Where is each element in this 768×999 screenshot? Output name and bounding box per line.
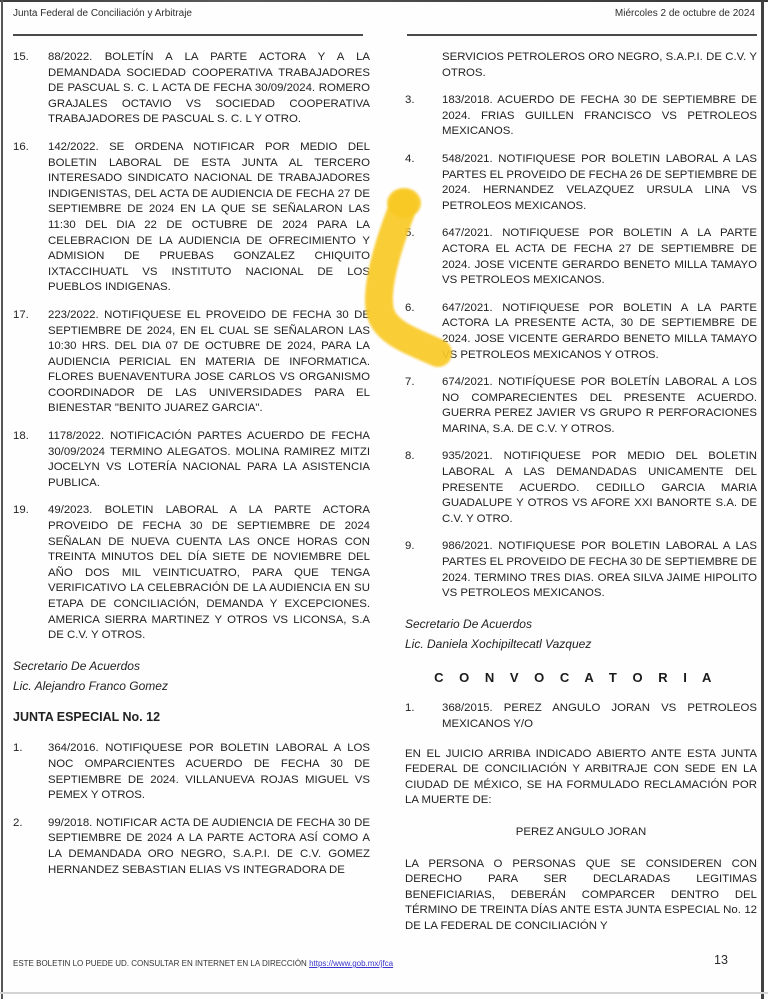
signature-role: Secretario De Acuerdos (405, 616, 532, 631)
list-item (391, 539, 757, 601)
page-header-date: Miércoles 2 de octubre de 2024 (614, 8, 755, 19)
page-bottom-edge (0, 992, 768, 994)
item-text: 647/2021. NOTIFIQUESE POR BOLETIN A LA PARTE ACTORA EL ACTA DE FECHA 27 DE SEPTIEMBRE DE 2024. JOSE VICENTE GERARDO BENETO MILLA TAMAYO VS PETROLEOS MEXICANOS. (442, 227, 757, 287)
item-continuation-text: SERVICIOS PETROLEROS ORO NEGRO, S.A.P.I. DE C.V. Y OTROS. (442, 51, 757, 79)
item-text: 99/2018. NOTIFICAR ACTA DE AUDIENCIA DE FECHA 30 DE SEPTIEMBRE DE 2024 A LA PARTE ACTORA ASÍ COMO A LA DEMANDADA ORO NEGRO, S.A.P.I. DE C.V. GOMEZ HERNANDEZ SEBASTIAN ELIAS VS INTEGRADORA DE (48, 816, 370, 876)
footer-notice (13, 959, 393, 968)
page-number: 13 (714, 953, 728, 967)
item-text: 548/2021. NOTIFIQUESE POR BOLETIN LABORAL A LAS PARTES EL PROVEIDO DE FECHA 26 DE SEPTIEMBRE DE 2024. HERNANDEZ VELAZQUEZ URSULA LINA VS PETROLEOS MEXICANOS. (442, 152, 758, 212)
item-number: 6. (405, 301, 415, 314)
list-item (13, 429, 370, 491)
signature-block (405, 614, 757, 654)
item-number: 1. (13, 742, 23, 755)
item-text: 364/2016. NOTIFIQUESE POR BOLETIN LABORAL A LOS NOC OMPARCIENTES ACUERDO DE FECHA 30 DE SEPTIEMBRE DE 2024. VILLANUEVA ROJAS MIGUEL VS PEMEX Y OTROS. (48, 742, 370, 802)
right-column (391, 50, 757, 949)
list-item (13, 741, 370, 803)
item-text: 142/2022. SE ORDENA NOTIFICAR POR MEDIO DEL BOLETIN LABORAL DE ESTA JUNTA AL TERCERO INTERESADO SINDICATO NACIONAL DE TRABAJADORES INDIGENISTAS, DEL ACTA DE AUDIENCIA DE FECHA 27 DE SEPTIEMBRE DE 2024 EN LA QUE SE SEÑALARON LAS 11:30 DEL DIA 22 DE OCTUBRE DE 2024 PARA LA CELEBRACION DE LA AUDIENCIA DE OFRECIMIENTO Y ADMISION DE PRUEBAS GONZALEZ CHIQUITO IXTACCIHUATL VS INSTITUTO NACIONAL DE LOS PUEBLOS INDIGENAS. (48, 140, 370, 294)
list-item (391, 152, 757, 214)
item-number: 7. (405, 376, 415, 389)
list-item (391, 449, 757, 527)
item-number: 18. (13, 430, 29, 443)
item-number: 8. (405, 450, 415, 463)
item-text: 223/2022. NOTIFIQUESE EL PROVEIDO DE FECHA 30 DE SEPTIEMBRE DE 2024, EN EL CUAL SE SEÑALARON LAS 10:30 HRS. DEL DIA 07 DE OCTUBRE DE 2024, PARA LA AUDIENCIA PERICIAL EN MATERIA DE INFORMATICA. FLORES BUENAVENTURA JOSE CARLOS VS ORGANISMO COORDINADOR DE LAS UNIVERSIDADES PARA EL BIENESTAR "BENITO JUAREZ GARCIA". (48, 308, 370, 415)
item-number: 4. (405, 152, 415, 165)
list-item (13, 816, 370, 878)
item-number: 2. (13, 816, 23, 829)
item-text: 935/2021. NOTIFIQUESE POR MEDIO DEL BOLETIN LABORAL A LAS DEMANDADAS UNICAMENTE DEL PRESENTE ACUERDO. CEDILLO GARCIA MARIA GUADALUPE Y OTROS VS AFORE XXI BANORTE S.A. DE C.V. Y OTRO. (442, 450, 757, 525)
convocatoria-paragraph: EN EL JUICIO ARRIBA INDICADO ABIERTO ANTE ESTA JUNTA FEDERAL DE CONCILIACIÓN Y ARBITRAJE CON SEDE EN LA CIUDAD DE MÉXICO, SE HA FORMULADO RECLAMACIÓN POR LA MUERTE DE: (405, 747, 757, 807)
list-item (391, 93, 757, 140)
list-item (13, 308, 370, 417)
item-text: 88/2022. BOLETÍN A LA PARTE ACTORA Y A LA DEMANDADA SOCIEDAD COOPERATIVA TRABAJADORES DE PASCUAL S. C. L ACTA DE FECHA 30/09/2024. ROMERO GRAJALES OCTAVIO VS SOCIEDAD COOPERATIVA TRABAJADORES DE PASCUAL S. C. L Y OTRO. (48, 51, 370, 126)
footer-notice-text: ESTE BOLETIN LO PUEDE UD. CONSULTAR EN INTERNET EN LA DIRECCIÓN (13, 959, 310, 968)
footer-url-link[interactable]: https://www.gob.mx/jfca (309, 959, 394, 968)
list-item (391, 701, 757, 732)
page-header-title: Junta Federal de Conciliación y Arbitraje (13, 8, 192, 19)
item-text: 674/2021. NOTIFÍQUESE POR BOLETÍN LABORAL A LOS NO COMPARECIENTES DEL PRESENTE ACUERDO. GUERRA PEREZ JAVIER VS GRUPO R PERFORACIONES MARINA, S.A. DE C.V. Y OTROS. (442, 376, 757, 435)
item-text: 986/2021. NOTIFIQUESE POR BOLETIN LABORAL A LAS PARTES EL PROVEIDO DE FECHA 30 DE SEPTIEMBRE DE 2024. TERMINO TRES DIAS. OREA SILVA JAIME HIPOLITO VS PETROLEOS MEXICANOS. (442, 540, 758, 600)
list-item (13, 503, 370, 643)
signature-name: Lic. Alejandro Franco Gomez (13, 678, 168, 693)
item-text: 647/2021. NOTIFIQUESE POR BOLETIN A LA PARTE ACTORA LA PRESENTE ACTA, 30 DE SEPTIEMBRE DE 2024. JOSE VICENTE GERARDO BENETO MILLA TAMAYO VS PETROLEOS MEXICANOS Y OTROS. (442, 301, 757, 361)
convocatoria-paragraph: LA PERSONA O PERSONAS QUE SE CONSIDEREN CON DERECHO PARA SER DECLARADAS LEGITIMAS BENEFICIARIAS, DEBERÁN COMPARCER DENTRO DEL TÉRMINO DE TREINTA DÍAS ANTE ESTA JUNTA ESPECIAL No. 12 DE LA FEDERAL DE CONCILIACIÓN Y (405, 857, 757, 932)
item-number: 19. (13, 504, 29, 517)
signature-role: Secretario De Acuerdos (13, 658, 140, 673)
item-number: 9. (405, 540, 415, 553)
signature-name: Lic. Daniela Xochipiltecatl Vazquez (405, 636, 592, 651)
item-number: 3. (405, 94, 415, 107)
list-item (13, 50, 370, 128)
left-column (13, 50, 370, 890)
deceased-name: PEREZ ANGULO JORAN (515, 825, 647, 838)
item-number: 1. (405, 702, 415, 715)
signature-block (13, 656, 370, 696)
item-number: 15. (13, 51, 29, 63)
page-right-edge (761, 0, 764, 999)
list-item (391, 226, 757, 288)
item-text: 368/2015. PEREZ ANGULO JORAN VS PETROLEOS MEXICANOS Y/O (442, 702, 757, 730)
item-number: 5. (405, 227, 415, 240)
item-text: 1178/2022. NOTIFICACIÓN PARTES ACUERDO DE FECHA 30/09/2024 TERMINO ALEGATOS. MOLINA RAMIREZ MITZI JOCELYN VS LOTERÍA NACIONAL PARA LA ASISTENCIA PUBLICA. (48, 430, 370, 489)
item-text: 49/2023. BOLETIN LABORAL A LA PARTE ACTORA PROVEIDO DE FECHA 30 DE SEPTIEMBRE DE 2024 SEÑALAN DE NUEVA CUENTA LAS ONCE HORAS CON TREINTA MINUTOS DEL DÍA SIETE DE NOVIEMBRE DEL AÑO DOS MIL VEINTICUATRO, PARA QUE TENGA VERIFICATIVO LA CELEBRACIÓN DE LA AUDIENCIA EN SU ETAPA DE CONCILIACIÓN, DEMANDA Y EXCEPCIONES. AMERICA SIERRA MARTINEZ Y OTROS VS LICONSA, S.A DE C.V. Y OTROS. (48, 504, 370, 642)
item-number: 16. (13, 140, 29, 153)
list-item (13, 140, 370, 296)
header-rule-left (13, 34, 363, 36)
item-text: 183/2018. ACUERDO DE FECHA 30 DE SEPTIEMBRE DE 2024. FRIAS GUILLEN FRANCISCO VS PETROLEOS MEXICANOS. (442, 94, 757, 138)
section-heading-junta-especial-12: JUNTA ESPECIAL No. 12 (13, 709, 161, 724)
list-item (391, 301, 757, 363)
convocatoria-heading: C O N V O C A T O R I A (434, 669, 714, 685)
header-rule-right (407, 34, 757, 36)
page-left-edge (1, 0, 3, 999)
list-item (391, 375, 757, 437)
page-top-edge (0, 0, 768, 2)
item-number: 17. (13, 308, 29, 321)
